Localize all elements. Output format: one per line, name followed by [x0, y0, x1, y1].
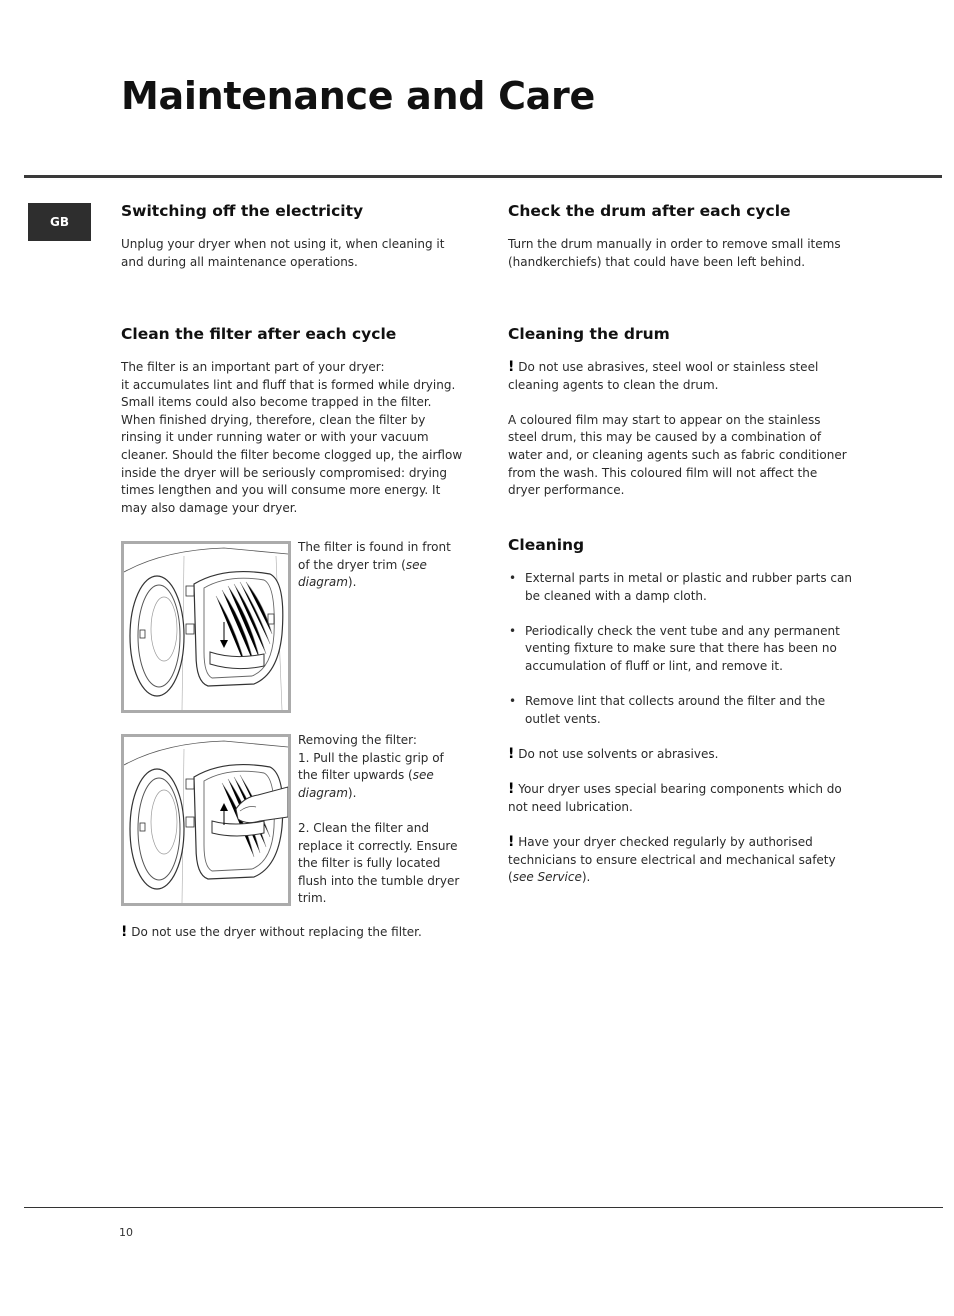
note-service	[508, 834, 853, 887]
page-number: 10	[119, 1226, 133, 1239]
note-body: Your dryer uses special bearing components which do not need lubrication.	[508, 782, 842, 814]
section-body: Unplug your dryer when not using it, when cleaning it and during all maintenance operations.	[121, 237, 445, 269]
warning-body: Do not use the dryer without replacing the filter.	[127, 925, 422, 939]
caption-part: ).	[347, 575, 357, 590]
page-title: Maintenance and Care	[121, 74, 595, 118]
section-heading: Switching off the electricity	[121, 202, 364, 220]
warning-body: Do not use abrasives, steel wool or stainless steel cleaning agents to clean the drum.	[508, 360, 819, 392]
top-divider	[24, 175, 942, 178]
warning-icon: !	[508, 745, 515, 762]
section-body	[121, 359, 466, 517]
bottom-divider	[24, 1207, 943, 1208]
section-heading: Cleaning	[508, 536, 585, 554]
caption-part: ).	[347, 785, 357, 800]
list-item: • External parts in metal or plastic and rubber parts can be cleaned with a damp cloth.	[508, 570, 853, 605]
warning-icon: !	[508, 781, 515, 798]
section-clean-filter	[121, 323, 466, 517]
note-italic: see Service	[512, 870, 582, 885]
language-tab: GB	[28, 203, 91, 241]
filter-location-diagram	[121, 541, 291, 713]
cleaning-list	[508, 570, 853, 728]
caption-italic: see diagram	[298, 768, 434, 800]
filter-removal-diagram	[121, 734, 291, 906]
note-body: Have your dryer checked regularly by authorised technicians to ensure electrical and mechanical safety (	[508, 834, 836, 885]
section-check-drum	[508, 200, 853, 271]
section-cleaning	[508, 534, 853, 887]
caption-part: The filter is found in front of the dryer trim (	[298, 540, 451, 572]
section-body: A coloured film may start to appear on the stainless steel drum, this may be caused by a combination of water and, or cleaning agents such as fabric conditioner from the wash. This coloured film will not affect the dryer performance.	[508, 412, 847, 498]
section-heading: Cleaning the drum	[508, 325, 670, 343]
warning-text	[121, 924, 466, 942]
section-heading: Clean the filter after each cycle	[121, 325, 397, 343]
note-body: Do not use solvents or abrasives.	[514, 746, 719, 761]
body-line: The filter is an important part of your dryer:	[121, 360, 385, 374]
caption-step-2: 2. Clean the filter and replace it correctly. Ensure the filter is fully located flush into the tumble dryer trim.	[298, 820, 460, 906]
filter-location-caption	[298, 539, 466, 592]
section-body: Turn the drum manually in order to remove small items (handkerchiefs) that could have been left behind.	[508, 237, 841, 269]
caption-part: 1. Pull the plastic grip of the filter upwards (	[298, 750, 444, 783]
dryer-open-door-illustration	[124, 544, 288, 710]
section-switching-off	[121, 200, 466, 271]
filter-removal-caption	[298, 732, 466, 908]
warning-icon: !	[508, 359, 515, 375]
filter-warning	[121, 924, 466, 942]
body-line: it accumulates lint and fluff that is formed while drying. Small items could also become trapped in the filter. When finished drying, therefore, clean the filter by rinsing it under running water or with your vacuum cleaner. Should the filter become clogged up, the airflow inside the dryer will be seriously compromised: drying times lengthen and you will consume more energy. It may also damage your dryer.	[121, 377, 463, 515]
caption-step-1	[298, 750, 466, 803]
caption-intro: Removing the filter:	[298, 733, 417, 747]
section-cleaning-drum	[508, 323, 853, 500]
note-body: ).	[581, 870, 591, 885]
caption-italic: see diagram	[298, 557, 427, 590]
list-item: • Remove lint that collects around the filter and the outlet vents.	[508, 693, 853, 728]
caption-text	[298, 539, 466, 592]
note-solvents	[508, 746, 853, 764]
section-heading: Check the drum after each cycle	[508, 202, 791, 220]
note-lubrication	[508, 781, 853, 816]
warning-icon: !	[121, 924, 128, 940]
dryer-filter-removal-illustration	[124, 737, 288, 903]
list-item: • Periodically check the vent tube and any permanent venting fixture to make sure that there has been no accumulation of fluff or lint, and remove it.	[508, 623, 853, 676]
warning-icon: !	[508, 833, 515, 850]
warning-text	[508, 359, 853, 394]
